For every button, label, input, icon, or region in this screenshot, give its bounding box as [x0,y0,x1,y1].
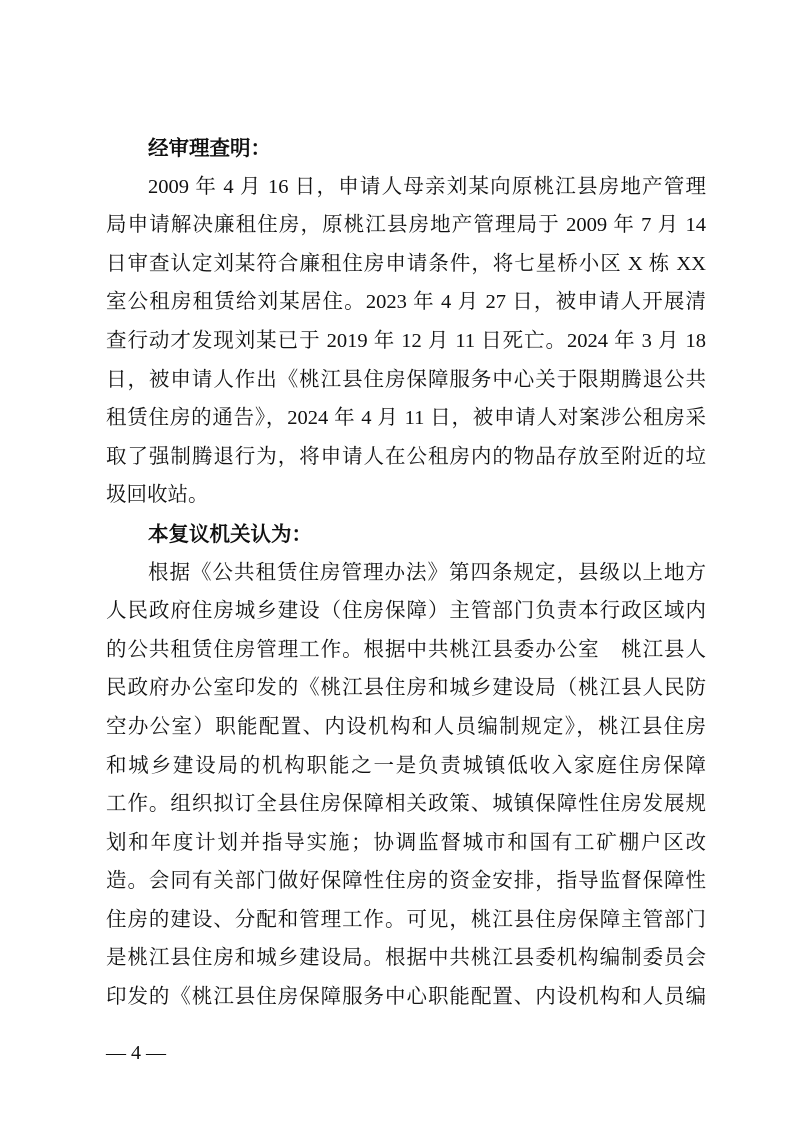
text-line: 印发的《桃江县住房保障服务中心职能配置、内设机构和人员编 [106,986,706,1009]
text-line: 室公租房租赁给刘某居住。2023 年 4 月 27 日，被申请人开展清 [106,291,706,314]
text-line: 2009 年 4 月 16 日，申请人母亲刘某向原桃江县房地产管理 [148,175,706,198]
text-line: 民政府办公室印发的《桃江县住房和城乡建设局（桃江县人民防 [106,677,706,700]
text-line: 租赁住房的通告》，2024 年 4 月 11 日，被申请人对案涉公租房采 [106,407,706,430]
page-number: — 4 — [106,1042,166,1064]
text-line: 查行动才发现刘某已于 2019 年 12 月 11 日死亡。2024 年 3 月 18 [106,329,706,352]
text-line: 人民政府住房城乡建设（住房保障）主管部门负责本行政区域内 [106,600,706,623]
text-line: 取了强制腾退行为，将申请人在公租房内的物品存放至附近的垃 [106,445,706,468]
paragraph-findings [106,168,706,515]
text-line: 的公共租赁住房管理工作。根据中共桃江县委办公室 桃江县人 [106,638,706,661]
text-line: 划和年度计划并指导实施；协调监督城市和国有工矿棚户区改 [106,831,706,854]
text-line: 局申请解决廉租住房，原桃江县房地产管理局于 2009 年 7 月 14 [106,214,706,237]
text-line: 日，被申请人作出《桃江县住房保障服务中心关于限期腾退公共 [106,368,706,391]
text-line: 根据《公共租赁住房管理办法》第四条规定，县级以上地方 [148,561,706,584]
text-line: 空办公室）职能配置、内设机构和人员编制规定》，桃江县住房 [106,715,706,738]
text-line: 和城乡建设局的机构职能之一是负责城镇低收入家庭住房保障 [106,754,706,777]
text-line: 圾回收站。 [106,484,209,507]
section-heading-findings: 经审理查明： [148,136,271,160]
text-line: 工作。组织拟订全县住房保障相关政策、城镇保障性住房发展规 [106,793,706,816]
paragraph-opinion [106,554,706,1017]
section-heading-opinion: 本复议机关认为： [148,521,312,546]
text-line: 住房的建设、分配和管理工作。可见，桃江县住房保障主管部门 [106,908,706,931]
text-line: 日审查认定刘某符合廉租住房申请条件，将七星桥小区 X 栋 XX [106,252,706,275]
text-line: 造。会同有关部门做好保障性住房的资金安排，指导监督保障性 [106,870,706,893]
text-line: 是桃江县住房和城乡建设局。根据中共桃江县委机构编制委员会 [106,947,706,970]
document-body [106,129,706,1017]
